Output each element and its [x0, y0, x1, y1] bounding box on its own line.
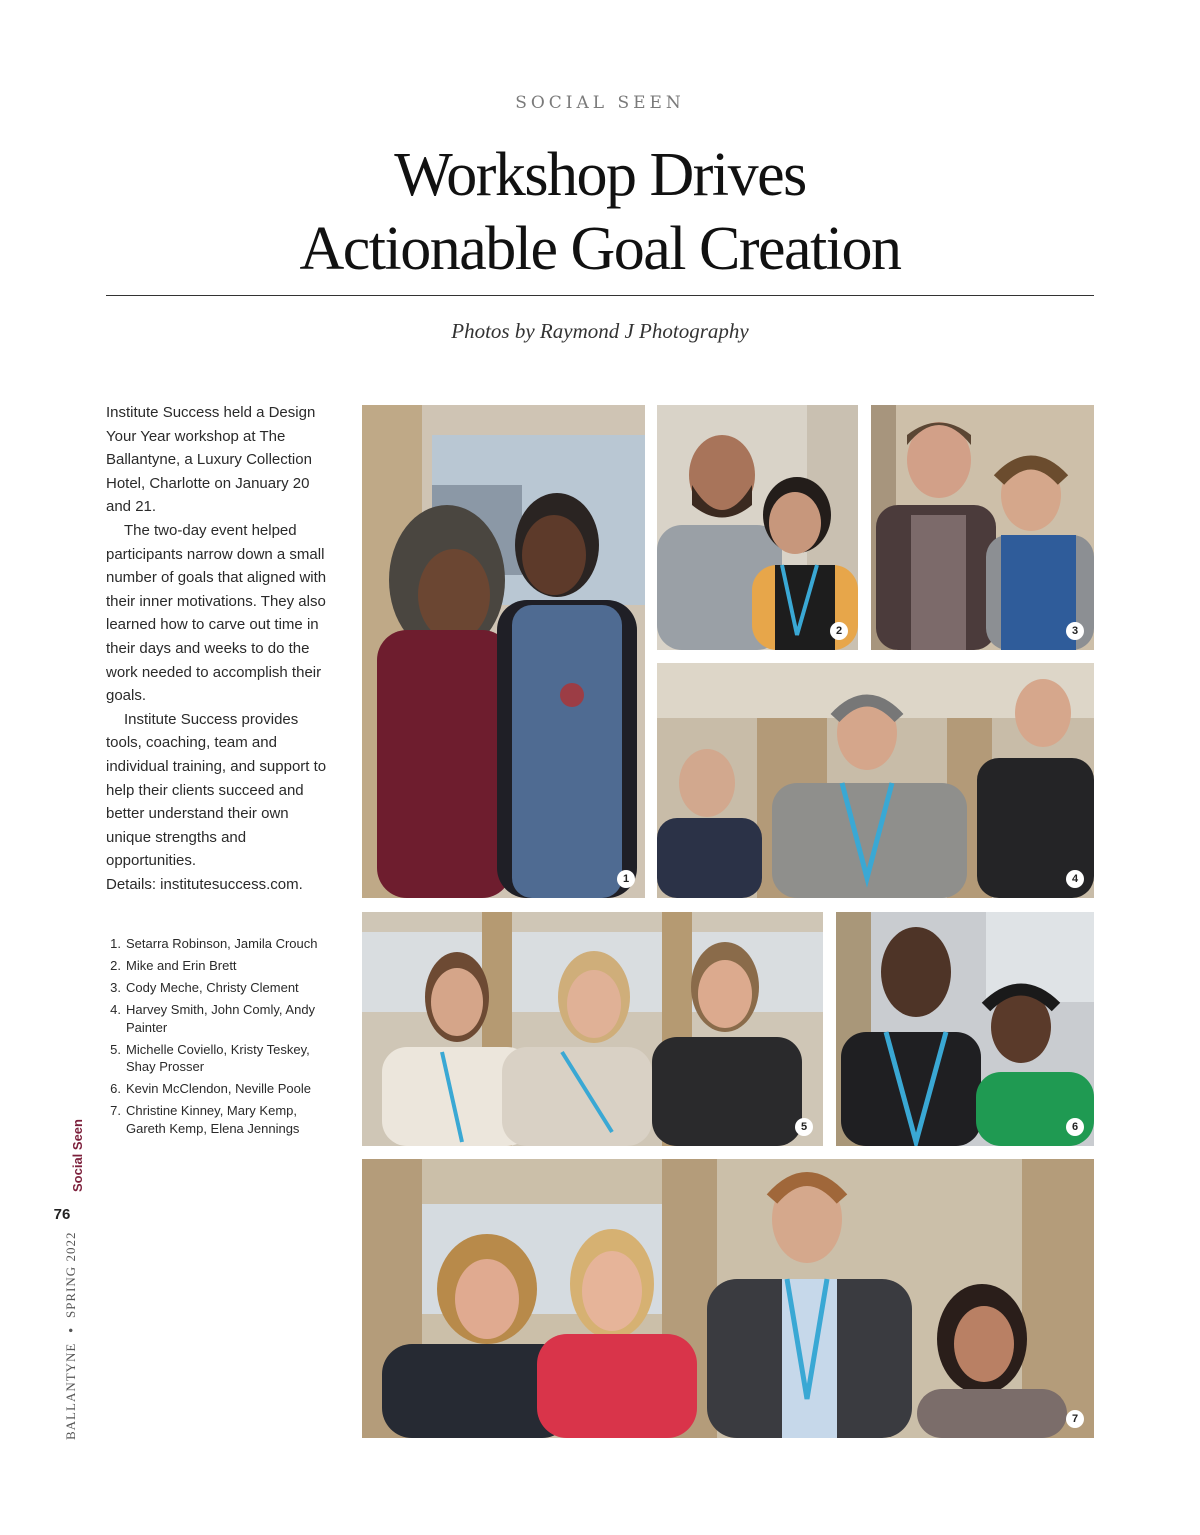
- photo-badge: 6: [1066, 1118, 1084, 1136]
- caption-item: [106, 1001, 332, 1036]
- section-kicker: SOCIAL SEEN: [515, 93, 685, 113]
- caption-text: Setarra Robinson, Jamila Crouch: [126, 936, 318, 951]
- photo-badge: 2: [830, 622, 848, 640]
- caption-item: [106, 979, 332, 997]
- photo-6: [836, 912, 1094, 1146]
- caption-text: Mike and Erin Brett: [126, 958, 237, 973]
- body-paragraph-3: Institute Success provides tools, coaching, team and individual training, and support to help their clients succeed and better understand their own unique strengths and opportunities.: [106, 710, 327, 870]
- photo-7: [362, 1159, 1094, 1438]
- caption-number: 4.: [110, 1002, 121, 1017]
- body-paragraph-1: Institute Success held a Design Your Year workshop at The Ballantyne, a Luxury Collection Hotel, Charlotte on January 20 and 21.: [106, 404, 316, 516]
- photo-badge: 7: [1066, 1410, 1084, 1428]
- photo-1: [362, 405, 645, 898]
- caption-item: [106, 935, 332, 953]
- photo-badge: 5: [795, 1118, 813, 1136]
- caption-number: 5.: [110, 1041, 121, 1057]
- caption-text: Kevin McClendon, Neville Poole: [126, 1081, 311, 1096]
- photo-badge: 1: [617, 870, 635, 888]
- caption-text: Christine Kinney, Mary Kemp, Gareth Kemp, Elena Jennings: [126, 1103, 300, 1136]
- photo-2: [657, 405, 858, 650]
- caption-number: 2.: [110, 958, 121, 973]
- separator-dot: •: [63, 1328, 78, 1333]
- caption-text: Michelle Coviello, Kristy Teskey, Shay Prosser: [126, 1041, 310, 1074]
- caption-number: 1.: [110, 936, 121, 951]
- article-body: [106, 401, 332, 896]
- photo-4: [657, 663, 1094, 898]
- article-headline: [0, 138, 1200, 286]
- caption-number: 3.: [110, 980, 121, 995]
- photo-badge: 3: [1066, 622, 1084, 640]
- caption-number: 6.: [110, 1081, 121, 1096]
- caption-item: [106, 1080, 332, 1098]
- caption-number: 7.: [110, 1103, 121, 1118]
- caption-text: Harvey Smith, John Comly, Andy Painter: [126, 1002, 316, 1035]
- publication-name: BALLANTYNE: [63, 1342, 78, 1440]
- body-details: Details: institutesuccess.com.: [106, 875, 303, 893]
- headline-rule: [106, 295, 1094, 296]
- photo-3: [871, 405, 1094, 650]
- caption-item: [106, 1102, 332, 1137]
- headline-line-2: Actionable Goal Creation: [299, 215, 901, 283]
- issue-label: SPRING 2022: [63, 1231, 78, 1319]
- photo-captions: [106, 935, 332, 1142]
- photo-credit: Photos by Raymond J Photography: [451, 319, 749, 343]
- photo-badge: 4: [1066, 870, 1084, 888]
- photo-5: [362, 912, 823, 1146]
- body-paragraph-2: The two-day event helped participants narrow down a small number of goals that aligned with their inner motivations. They also learned how to carve out time in their days and weeks to do the work needed to accomplish their goals.: [106, 521, 327, 705]
- caption-text: Cody Meche, Christy Clement: [126, 980, 299, 995]
- caption-item: [106, 1041, 332, 1076]
- headline-line-1: Workshop Drives: [394, 141, 806, 209]
- page-number: 76: [53, 1206, 71, 1223]
- caption-item: [106, 957, 332, 975]
